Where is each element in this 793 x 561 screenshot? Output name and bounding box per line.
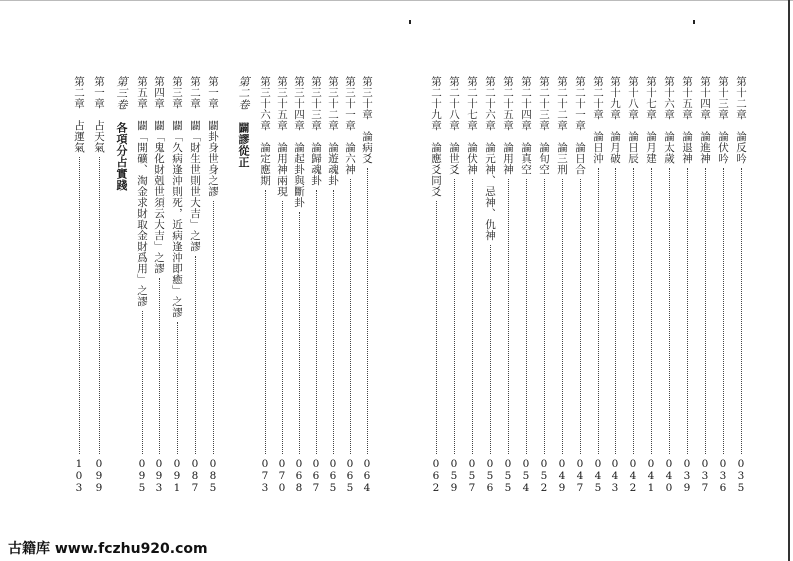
- toc-entry-text: [716, 76, 730, 164]
- toc-page-number: 049: [556, 458, 568, 494]
- toc-entry: [644, 76, 660, 496]
- toc-entry: [343, 76, 359, 496]
- toc-chapter-title: 闢「久病逢沖則死，近病逢沖即癒」之謬: [171, 120, 183, 318]
- toc-dot-leader: [142, 311, 143, 454]
- toc-chapter-title: 論應爻同爻: [430, 142, 442, 197]
- toc-dot-leader: [544, 179, 545, 454]
- scan-mark: [693, 20, 695, 24]
- toc-page-number: 054: [520, 458, 532, 494]
- toc-chapter-number: 第三十六章: [259, 76, 271, 131]
- toc-dot-leader: [454, 179, 455, 454]
- toc-entry: [591, 76, 607, 496]
- toc-chapter-title: 論元神、忌神、仇神: [484, 142, 496, 241]
- toc-page-number: 091: [171, 458, 183, 494]
- toc-chapter-number: 第十三章: [717, 76, 729, 120]
- toc-entry: [258, 76, 274, 496]
- toc-entry-text: [465, 76, 479, 175]
- toc-entry: [360, 76, 376, 496]
- toc-entry: [662, 76, 678, 496]
- toc-chapter-number: 第二十一章: [574, 76, 586, 131]
- toc-entry: [429, 76, 445, 496]
- toc-page-number: 045: [592, 458, 604, 494]
- toc-part-volume: 第二卷: [237, 76, 250, 111]
- toc-page-number: 047: [574, 458, 586, 494]
- toc-entry: [537, 76, 553, 496]
- toc-dot-leader: [316, 190, 317, 454]
- toc-entry-text: [292, 76, 306, 208]
- toc-entry-text: [326, 76, 340, 186]
- toc-page-number: 095: [136, 458, 148, 494]
- toc-part-title: [114, 76, 128, 191]
- toc-dot-leader: [367, 168, 368, 454]
- toc-page-number: 042: [627, 458, 639, 494]
- toc-chapter-title: 論月建: [645, 131, 657, 164]
- toc-entry-text: [135, 76, 149, 307]
- toc-entry: [206, 76, 222, 496]
- toc-entry-text: [608, 76, 622, 164]
- toc-entry-text: [258, 76, 272, 186]
- toc-chapter-number: 第三章: [171, 76, 183, 109]
- toc-dot-leader: [213, 201, 214, 454]
- toc-dot-leader: [159, 278, 160, 454]
- page-top-edge: [0, 0, 793, 1]
- toc-chapter-title: 闢「鬼化財剋世須云大吉」之謬: [153, 120, 165, 274]
- toc-chapter-number: 第十六章: [663, 76, 675, 120]
- toc-chapter-number: 第三十四章: [293, 76, 305, 131]
- toc-entry: [483, 76, 499, 496]
- toc-page-number: 035: [735, 458, 747, 494]
- toc-page-number: 068: [293, 458, 305, 494]
- toc-entry-text: [360, 76, 374, 164]
- toc-page-number: 059: [448, 458, 460, 494]
- toc-entry-text: [483, 76, 497, 241]
- toc-entry-text: [309, 76, 323, 186]
- toc-chapter-number: 第二十二章: [556, 76, 568, 131]
- toc-entry: [465, 76, 481, 496]
- toc-entry: [680, 76, 696, 496]
- watermark: 古籍库 www.fczhu920.com: [8, 541, 208, 557]
- toc-dot-leader: [598, 168, 599, 454]
- toc-dot-leader: [741, 168, 742, 454]
- toc-part-heading: [236, 76, 252, 496]
- toc-chapter-number: 第二十六章: [484, 76, 496, 131]
- toc-page-number: 052: [538, 458, 550, 494]
- toc-page-number: 062: [430, 458, 442, 494]
- toc-chapter-title: 論伏神: [466, 142, 478, 175]
- toc-entry-text: [275, 76, 289, 197]
- toc-page-number: 085: [207, 458, 219, 494]
- toc-dot-leader: [508, 179, 509, 454]
- page-right-edge: [788, 0, 790, 561]
- toc-chapter-title: 論世爻: [448, 142, 460, 175]
- toc-entry: [447, 76, 463, 496]
- toc-chapter-title: 論三刑: [556, 142, 568, 175]
- toc-chapter-title: 論用神: [502, 142, 514, 175]
- toc-entry-text: [734, 76, 748, 164]
- toc-part-title: [236, 76, 250, 168]
- toc-chapter-title: 闢「開礦、淘金求財取金財爲用」之謬: [136, 120, 148, 307]
- toc-entry: [716, 76, 732, 496]
- toc-chapter-number: 第二十八章: [448, 76, 460, 131]
- toc-page-number: 041: [645, 458, 657, 494]
- toc-chapter-title: 論進神: [699, 131, 711, 164]
- toc-entry-text: [698, 76, 712, 164]
- toc-chapter-title: 占天氣: [93, 120, 105, 153]
- toc-entry-text: [537, 76, 551, 175]
- toc-chapter-number: 第十八章: [627, 76, 639, 120]
- toc-page-number: 036: [717, 458, 729, 494]
- toc-dot-leader: [633, 168, 634, 454]
- toc-entry: [72, 76, 88, 496]
- toc-dot-leader: [705, 168, 706, 454]
- toc-entry: [309, 76, 325, 496]
- toc-chapter-title: 論日合: [574, 142, 586, 175]
- toc-page-number: 040: [663, 458, 675, 494]
- toc-part-heading: [114, 76, 130, 496]
- toc-entry: [292, 76, 308, 496]
- toc-page-number: 043: [609, 458, 621, 494]
- toc-entry-text: [644, 76, 658, 164]
- toc-dot-leader: [615, 168, 616, 454]
- toc-dot-leader: [723, 168, 724, 454]
- toc-chapter-title: 闢「財生世則世大吉」之謬: [189, 120, 201, 252]
- scan-mark: [409, 20, 411, 24]
- toc-entry: [275, 76, 291, 496]
- toc-chapter-number: 第三十章: [361, 76, 373, 120]
- toc-entry: [519, 76, 535, 496]
- toc-entry: [734, 76, 750, 496]
- toc-entry: [555, 76, 571, 496]
- toc-page-number: 037: [699, 458, 711, 494]
- toc-page-number: 067: [310, 458, 322, 494]
- toc-chapter-number: 第二十四章: [520, 76, 532, 131]
- toc-chapter-title: 論起卦與斷卦: [293, 142, 305, 208]
- toc-page-number: 064: [361, 458, 373, 494]
- toc-page-number: 099: [93, 458, 105, 494]
- toc-chapter-title: 論日沖: [592, 131, 604, 164]
- toc-entry-text: [680, 76, 694, 164]
- toc-chapter-number: 第二十九章: [430, 76, 442, 131]
- toc-page-number: 039: [681, 458, 693, 494]
- toc-entry-text: [206, 76, 220, 197]
- toc-entry-text: [429, 76, 443, 197]
- toc-entry-text: [72, 76, 86, 153]
- toc-entry-text: [92, 76, 106, 153]
- toc-entry: [152, 76, 168, 496]
- toc-page-number: 073: [259, 458, 271, 494]
- toc-entry-text: [626, 76, 640, 164]
- toc-entry-text: [519, 76, 533, 175]
- toc-dot-leader: [526, 179, 527, 454]
- toc-chapter-number: 第二章: [73, 76, 85, 109]
- toc-dot-leader: [299, 212, 300, 454]
- toc-chapter-title: 論伏吟: [717, 131, 729, 164]
- toc-chapter-title: 論用神兩現: [276, 142, 288, 197]
- toc-chapter-title: 論歸魂卦: [310, 142, 322, 186]
- toc-chapter-number: 第四章: [153, 76, 165, 109]
- toc-chapter-title: 論定應期: [259, 142, 271, 186]
- toc-page-number: 070: [276, 458, 288, 494]
- toc-chapter-title: 論旬空: [538, 142, 550, 175]
- toc-chapter-title: 占運氣: [73, 120, 85, 153]
- toc-chapter-title: 論病爻: [361, 131, 373, 164]
- toc-entry-text: [591, 76, 605, 164]
- toc-chapter-title: 闢卦身世身之謬: [207, 120, 219, 197]
- toc-entry-text: [170, 76, 184, 318]
- toc-dot-leader: [669, 168, 670, 454]
- toc-page-number: 055: [502, 458, 514, 494]
- toc-page-number: 065: [344, 458, 356, 494]
- toc-part-volume: 第三卷: [115, 76, 128, 111]
- toc-dot-leader: [580, 179, 581, 454]
- toc-dot-leader: [651, 168, 652, 454]
- toc-entry: [170, 76, 186, 496]
- toc-dot-leader: [265, 190, 266, 454]
- toc-entry-text: [188, 76, 202, 252]
- toc-page-number: 056: [484, 458, 496, 494]
- toc-chapter-number: 第五章: [136, 76, 148, 109]
- toc-entry-text: [555, 76, 569, 175]
- toc-dot-leader: [436, 201, 437, 454]
- toc-page-number: 087: [189, 458, 201, 494]
- toc-dot-leader: [490, 245, 491, 454]
- toc-chapter-title: 論遊魂卦: [327, 142, 339, 186]
- toc-entry: [608, 76, 624, 496]
- toc-chapter-number: 第一章: [93, 76, 105, 109]
- toc-chapter-number: 第十九章: [609, 76, 621, 120]
- toc-dot-leader: [79, 157, 80, 454]
- toc-entry: [501, 76, 517, 496]
- toc-dot-leader: [562, 179, 563, 454]
- toc-part-name: 闢謬從正: [237, 122, 250, 168]
- toc-entry: [573, 76, 589, 496]
- toc-entry-text: [343, 76, 357, 175]
- toc-chapter-number: 第十四章: [699, 76, 711, 120]
- toc-chapter-number: 第三十三章: [310, 76, 322, 131]
- toc-entry: [135, 76, 151, 496]
- toc-entry-text: [152, 76, 166, 274]
- toc-entry-text: [573, 76, 587, 175]
- toc-dot-leader: [177, 322, 178, 454]
- toc-entry: [326, 76, 342, 496]
- toc-entry: [92, 76, 108, 496]
- toc-chapter-title: 論日辰: [627, 131, 639, 164]
- toc-chapter-number: 第二十三章: [538, 76, 550, 131]
- toc-chapter-number: 第一章: [207, 76, 219, 109]
- toc-chapter-number: 第三十五章: [276, 76, 288, 131]
- toc-entry-text: [662, 76, 676, 164]
- toc-chapter-number: 第十二章: [735, 76, 747, 120]
- toc-dot-leader: [282, 201, 283, 454]
- toc-part-name: 各項分占實踐: [115, 122, 128, 191]
- toc-chapter-title: 論反吟: [735, 131, 747, 164]
- toc-chapter-number: 第三十二章: [327, 76, 339, 131]
- toc-dot-leader: [333, 190, 334, 454]
- toc-chapter-title: 論真空: [520, 142, 532, 175]
- toc-entry-text: [447, 76, 461, 175]
- toc-dot-leader: [472, 179, 473, 454]
- toc-chapter-number: 第二章: [189, 76, 201, 109]
- toc-chapter-number: 第二十章: [592, 76, 604, 120]
- toc-dot-leader: [195, 256, 196, 454]
- toc-chapter-title: 論太歲: [663, 131, 675, 164]
- toc-chapter-title: 論退神: [681, 131, 693, 164]
- toc-page-number: 093: [153, 458, 165, 494]
- toc-chapter-number: 第十五章: [681, 76, 693, 120]
- toc-chapter-number: 第三十一章: [344, 76, 356, 131]
- toc-page-number: 065: [327, 458, 339, 494]
- toc-entry-text: [501, 76, 515, 175]
- toc-dot-leader: [99, 157, 100, 454]
- toc-entry: [698, 76, 714, 496]
- toc-page-number: 103: [73, 458, 85, 494]
- toc-dot-leader: [687, 168, 688, 454]
- toc-chapter-number: 第二十七章: [466, 76, 478, 131]
- toc-entry: [188, 76, 204, 496]
- toc-chapter-number: 第二十五章: [502, 76, 514, 131]
- toc-chapter-title: 論月破: [609, 131, 621, 164]
- toc-chapter-number: 第十七章: [645, 76, 657, 120]
- toc-entry: [626, 76, 642, 496]
- toc-page-number: 057: [466, 458, 478, 494]
- toc-dot-leader: [350, 179, 351, 454]
- toc-chapter-title: 論六神: [344, 142, 356, 175]
